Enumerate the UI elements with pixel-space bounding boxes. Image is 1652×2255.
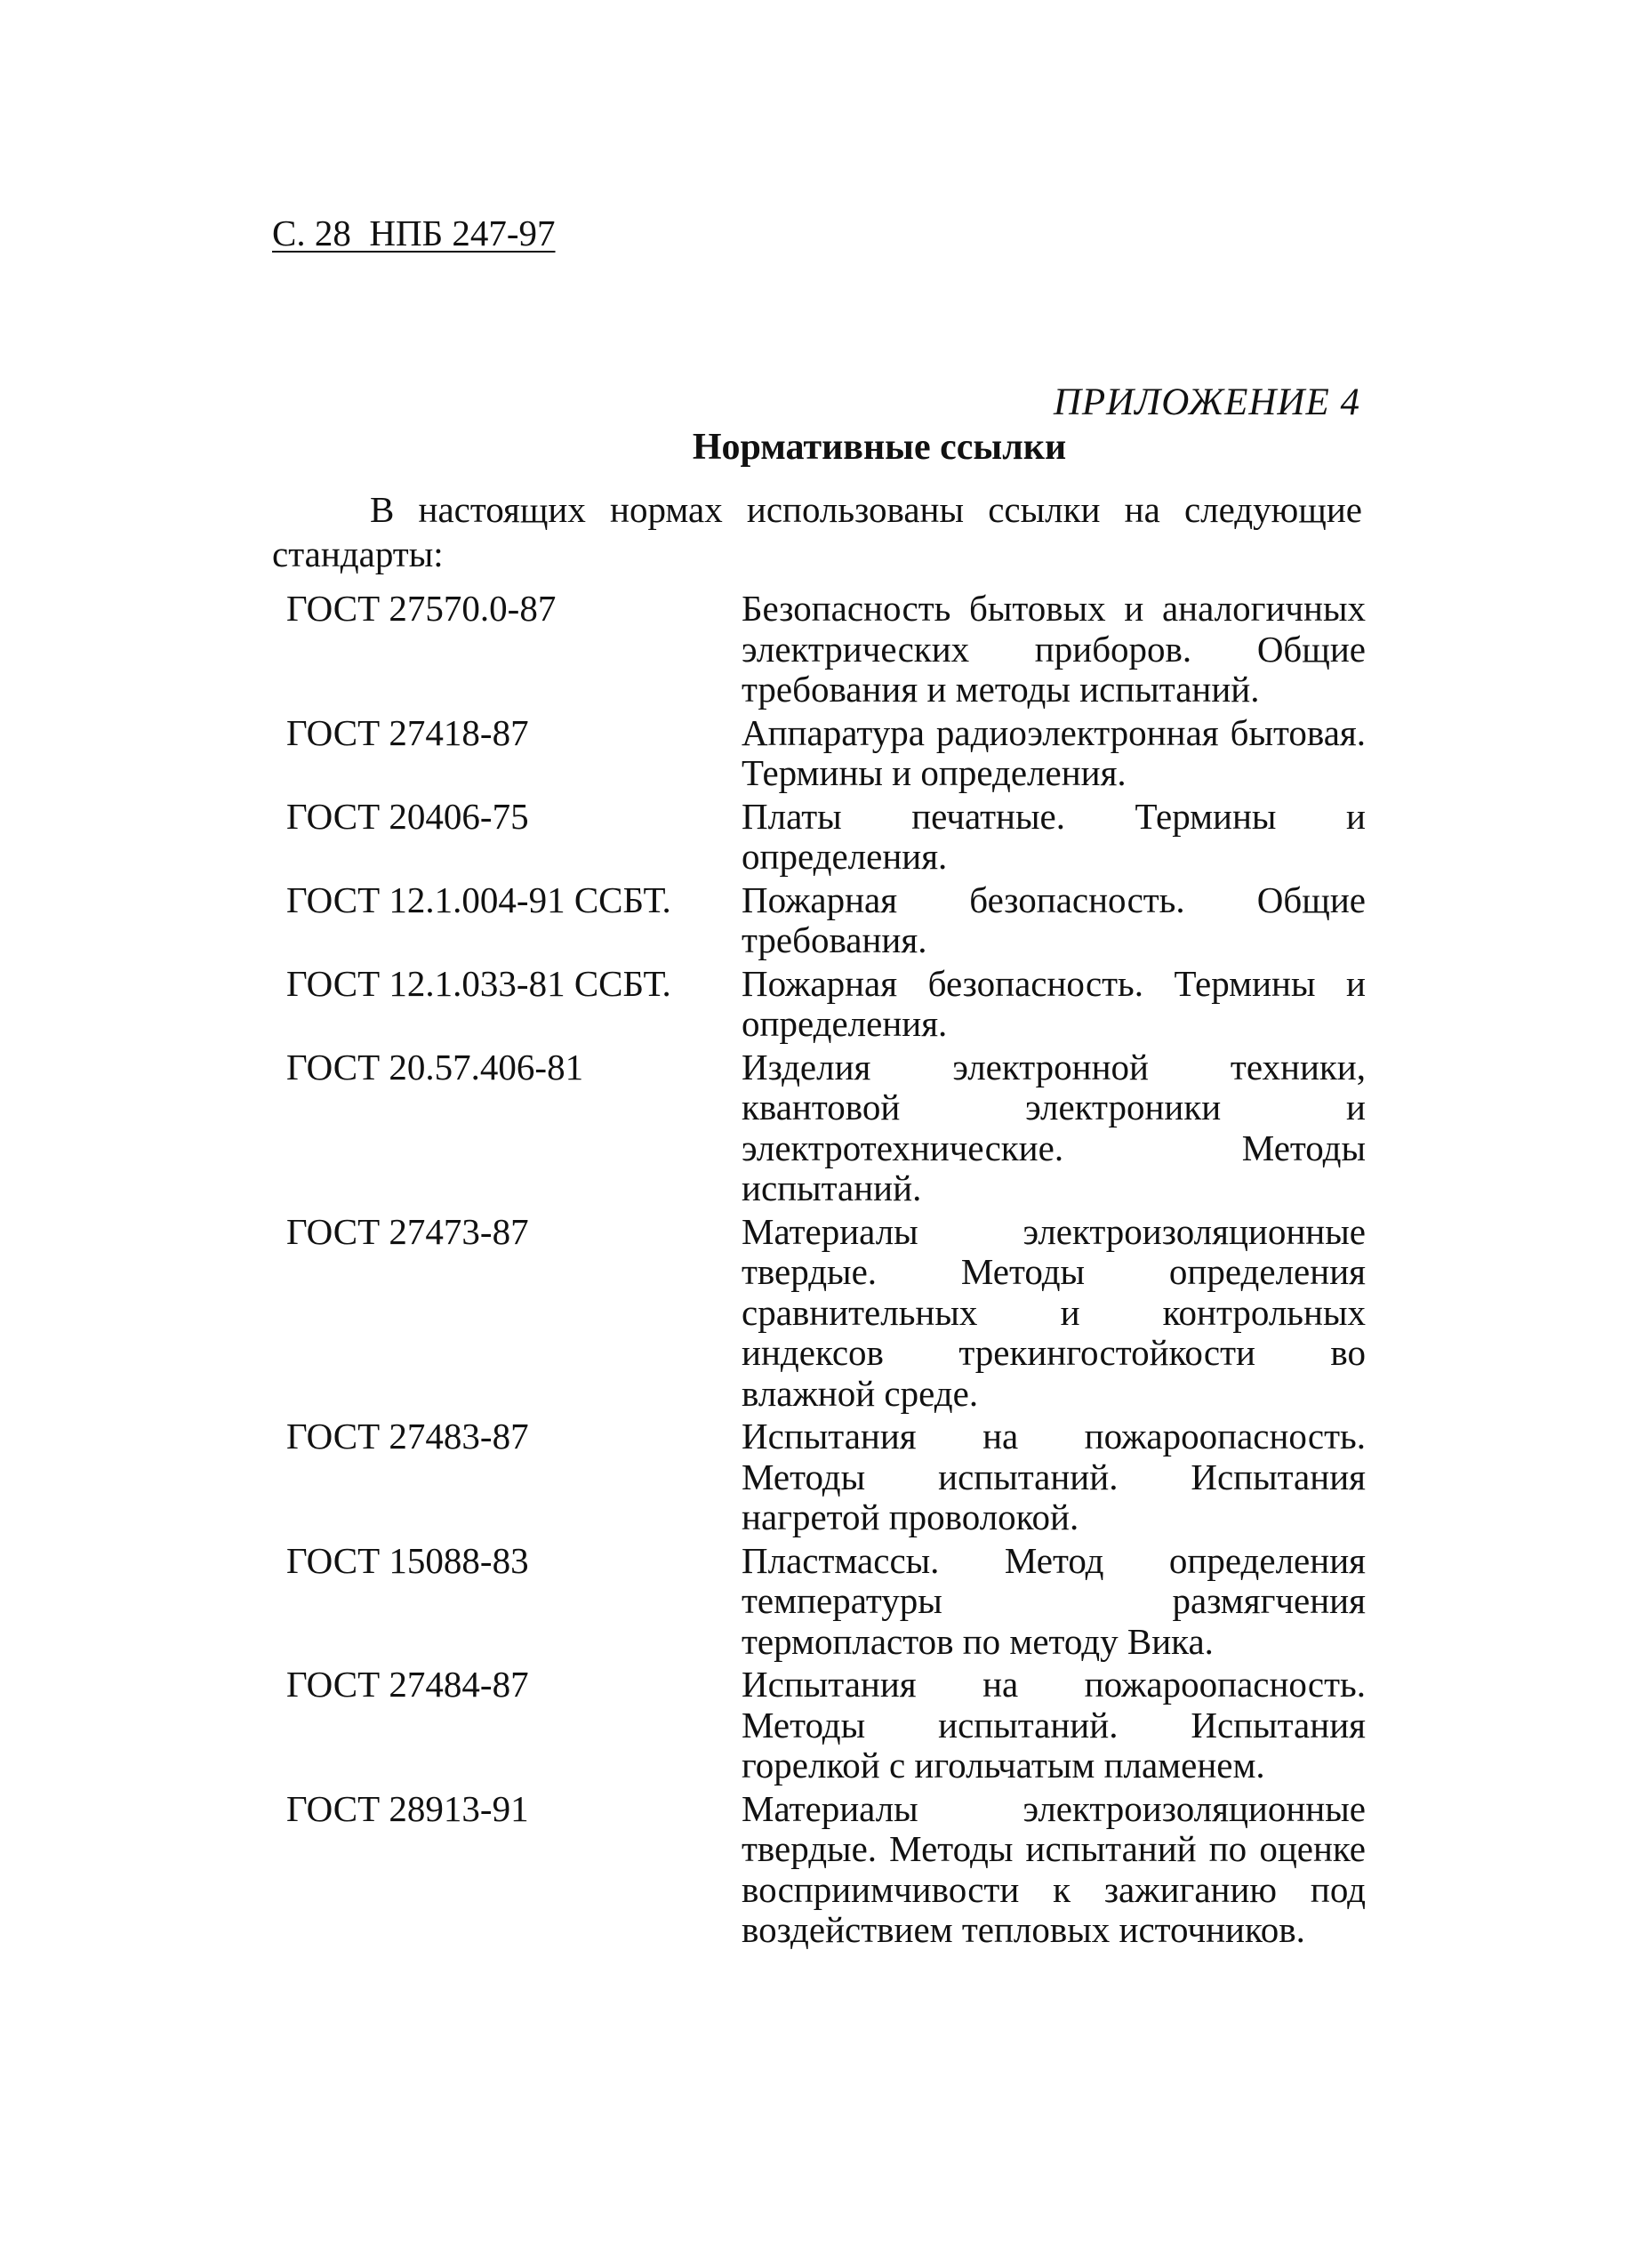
reference-item <box>286 1047 1366 1209</box>
reference-code: ГОСТ 27570.0-87 <box>286 588 557 629</box>
reference-description: Материалы электроизоляционные твердые. Методы определения сравнительных и контрольных индексов трекингостойкости во влажной среде. <box>742 1210 1366 1414</box>
reference-code: ГОСТ 20.57.406-81 <box>286 1046 584 1087</box>
reference-code: ГОСТ 28913-91 <box>286 1787 529 1829</box>
reference-code: ГОСТ 27483-87 <box>286 1416 529 1457</box>
reference-code: ГОСТ 20406-75 <box>286 795 529 837</box>
reference-code: ГОСТ 12.1.033-81 ССБТ. <box>286 962 671 1004</box>
reference-item <box>286 1665 1366 1786</box>
reference-item <box>286 589 1366 710</box>
reference-item <box>286 1541 1366 1663</box>
reference-description: Пожарная безопасность. Общие требования. <box>742 879 1366 960</box>
reference-description: Испытания на пожароопасность. Методы испытаний. Испытания горелкой с игольчатым пламенем. <box>742 1664 1366 1786</box>
reference-code: ГОСТ 27484-87 <box>286 1664 529 1705</box>
reference-description: Пожарная безопасность. Термины и определения. <box>742 962 1366 1044</box>
reference-item <box>286 1789 1366 1951</box>
reference-item <box>286 964 1366 1045</box>
reference-item <box>286 713 1366 794</box>
reference-description: Аппаратура радиоэлектронная бытовая. Термины и определения. <box>742 711 1366 793</box>
page-header: С. 28 НПБ 247-97 <box>272 213 556 253</box>
reference-description: Безопасность бытовых и аналогичных электрических приборов. Общие требования и методы испытаний. <box>742 588 1366 710</box>
reference-description: Испытания на пожароопасность. Методы испытаний. Испытания нагретой проволокой. <box>742 1416 1366 1537</box>
reference-item <box>286 1416 1366 1538</box>
reference-item <box>286 1212 1366 1415</box>
section-title: Нормативные ссылки <box>692 427 1067 468</box>
reference-item <box>286 880 1366 961</box>
intro-paragraph: В настоящих нормах использованы ссылки на следующие стандарты: <box>272 489 1362 574</box>
reference-code: ГОСТ 12.1.004-91 ССБТ. <box>286 879 671 920</box>
reference-description: Изделия электронной техники, квантовой электроники и электротехнические. Методы испытаний. <box>742 1046 1366 1208</box>
reference-code: ГОСТ 27473-87 <box>286 1210 529 1252</box>
reference-description: Пластмассы. Метод определения температуры размягчения термопластов по методу Вика. <box>742 1539 1366 1662</box>
reference-description: Платы печатные. Термины и определения. <box>742 795 1366 877</box>
reference-code: ГОСТ 27418-87 <box>286 711 529 753</box>
reference-list <box>286 589 1366 1954</box>
reference-description: Материалы электроизоляционные твердые. Методы испытаний по оценке восприимчивости к зажиганию под воздействием тепловых источников. <box>742 1787 1366 1950</box>
reference-code: ГОСТ 15088-83 <box>286 1539 529 1581</box>
appendix-label: ПРИЛОЖЕНИЕ 4 <box>1053 381 1360 423</box>
reference-item <box>286 797 1366 878</box>
